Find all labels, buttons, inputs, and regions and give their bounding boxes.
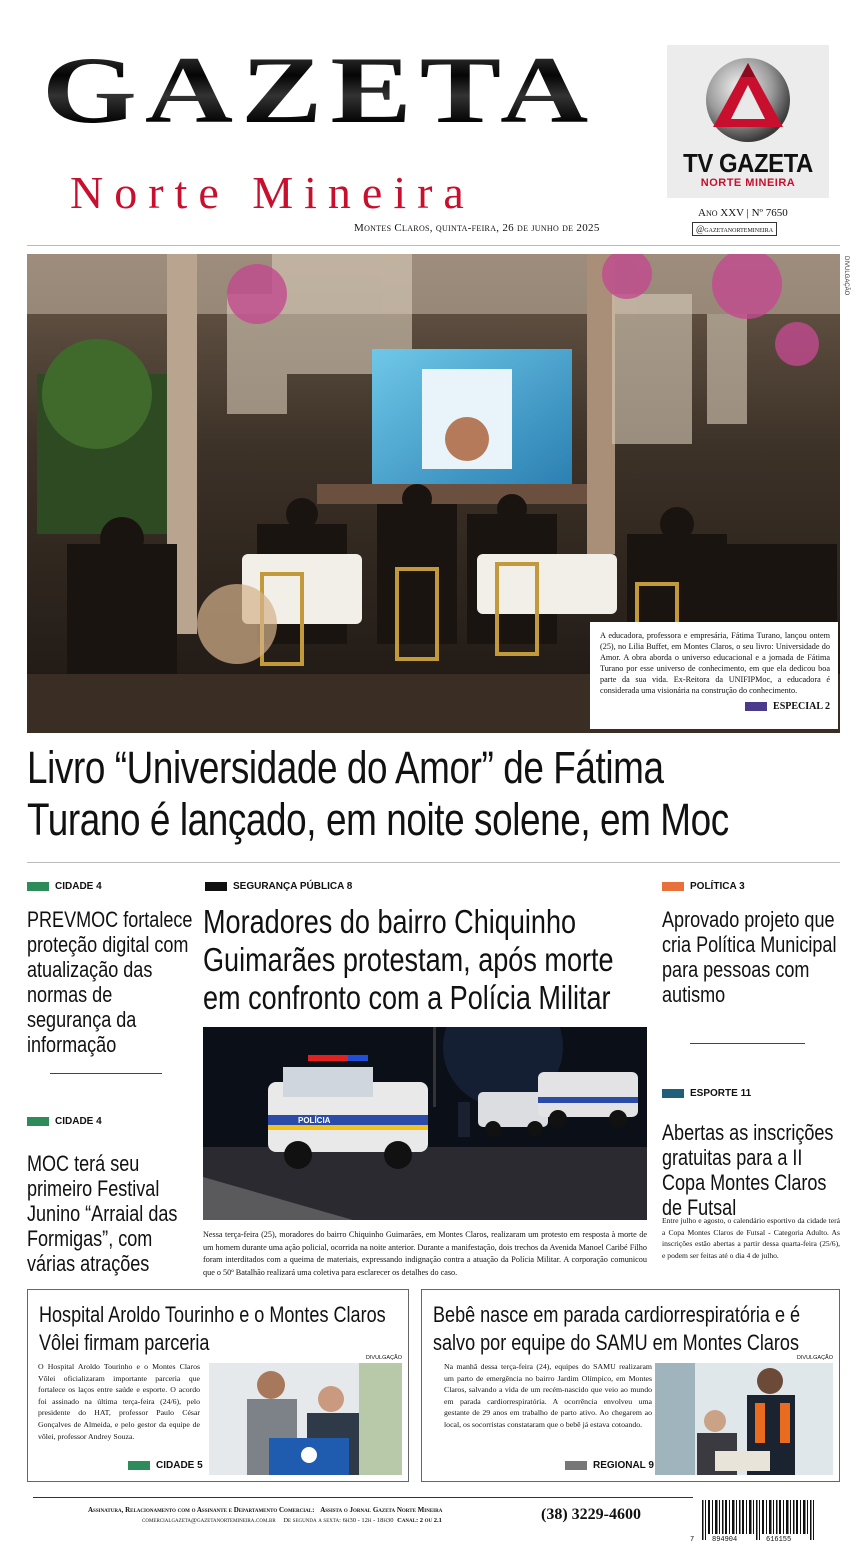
footer-subscription-label	[88, 1506, 442, 1514]
story-separator	[690, 1043, 805, 1044]
section-divider	[27, 862, 840, 863]
section-color-swatch	[662, 1089, 684, 1098]
main-headline-line1: Livro “Universidade do Amor” de Fátima	[27, 742, 664, 793]
box-left-tag-label: CIDADE 5	[156, 1460, 203, 1471]
left-story2-headline[interactable]: MOC terá seu primeiro Festival Junino “Arraial das Formigas”, com várias atrações	[27, 1151, 178, 1276]
right-story2-tag-label: ESPORTE 11	[690, 1088, 752, 1099]
barcode-digit-c: 616155	[766, 1536, 792, 1544]
samu-photo	[655, 1363, 833, 1475]
photo-credit: DIVULGAÇÃO	[843, 256, 849, 296]
hospital-photo	[209, 1363, 402, 1475]
box-left-headline: Hospital Aroldo Tourinho e o Montes Claros Vôlei firmam parceria	[39, 1302, 386, 1355]
handshake-photo	[209, 1363, 402, 1475]
footer-hours: De segunda a sexta: 6h30 - 12h - 18h30	[283, 1517, 394, 1524]
center-story-headline[interactable]: Moradores do bairro Chiquinho Guimarães protestam, após morte em confronto com a Polícia Militar	[203, 903, 614, 1016]
box-right-body: Na manhã dessa terça-feira (24), equipes do SAMU realizaram um parto de emergência no bairro Jardim Olímpico, em Montes Claros, salvando a vida de um recém-nascido que veio ao mundo em parada cardiorrespiratória. A ocorrência envolveu uma gestante de 29 anos em trabalho de parto ativo. Ao chegarem ao local, os socorristas constataram que o bebê já estava cotoando.	[444, 1362, 652, 1429]
tv-gazeta-logo	[667, 45, 829, 198]
footer-contact-line	[142, 1517, 442, 1524]
samu-team-photo	[655, 1363, 833, 1475]
footer-email[interactable]: comercialgazeta@gazetanortemineira.com.br	[142, 1517, 276, 1524]
center-story-tag[interactable]	[205, 881, 352, 892]
section-color-swatch	[27, 882, 49, 891]
edition-number: Ano XXV | Nº 7650	[698, 207, 788, 219]
center-story-tag-label: SEGURANÇA PÚBLICA 8	[233, 881, 353, 892]
left-story1-headline[interactable]: PREVMOC fortalece proteção digital com atualização das normas de segurança da informação	[27, 907, 193, 1057]
right-story2-body: Entre julho e agosto, o calendário esportivo da cidade terá a Copa Montes Claros de Futsal - Categoria Adulto. As inscrições estão abertas a partir dessa quarta-feira (25/6), e podem ser feitas até o dia 4 de julho.	[662, 1216, 840, 1260]
masthead-divider	[27, 245, 840, 246]
police-scene	[203, 1027, 647, 1220]
story-separator	[50, 1073, 162, 1074]
masthead-subtitle: Norte Mineira	[70, 167, 475, 218]
hero-section-tag[interactable]	[600, 701, 830, 712]
center-story-body: Nessa terça-feira (25), moradores do bairro Chiquinho Guimarães, em Montes Claros, realizaram um protesto em resposta à morte de um homem durante uma ação policial, ocorrida na noite anterior. Durante a manifestação, dois trechos da Avenida Manoel Caribé Filho foram interditados com a queima de materiais, expressando indignação contra a atuação da Polícia Militar. A corporação comunicou que o 50º Batalhão realizará uma coletiva para esclarecer os detalhes do caso.	[203, 1230, 647, 1277]
main-headline[interactable]	[27, 742, 847, 846]
footer-line1: Assinatura, Relacionamento com o Assinante e Departamento Comercial:	[88, 1506, 315, 1514]
left-story1-tag[interactable]	[27, 881, 102, 892]
section-color-swatch	[128, 1461, 150, 1470]
right-story1-headline[interactable]: Aprovado projeto que cria Política Municipal para pessoas com autismo	[662, 907, 837, 1007]
left-story1-tag-label: CIDADE 4	[55, 881, 102, 892]
box-right-tag-label: REGIONAL 9	[593, 1460, 654, 1471]
right-story2-headline[interactable]: Abertas as inscrições gratuitas para a II Copa Montes Claros de Futsal	[662, 1120, 834, 1220]
story-box-hospital[interactable]	[27, 1289, 409, 1482]
tv-gazeta-name: TV GAZETA	[683, 148, 813, 178]
box-right-credit: DIVULGAÇÃO	[796, 1355, 833, 1361]
box-right-headline: Bebê nasce em parada cardiorrespiratória e é salvo por equipe do SAMU em Montes Claros	[433, 1302, 801, 1355]
tv-gazeta-emblem-icon	[703, 55, 793, 145]
hero-caption-box	[590, 622, 838, 729]
box-left-body: O Hospital Aroldo Tourinho e o Montes Claros Vôlei oficializaram importante parceria que fortalece os laços entre saúde e esporte. O acordo foi assinado na última terça-feira (24/6), pelo presidente do HAT, professor Paulo César Gonçalves de Almeida, e pelo gestor da equipe de vôlei, professor Andrey Souza.	[38, 1362, 200, 1441]
police-car-label: POLÍCIA	[298, 1116, 331, 1125]
social-handle[interactable]: @gazetanortemineira	[692, 222, 777, 236]
barcode-digit-a: 7	[690, 1536, 695, 1544]
right-story2-tag[interactable]	[662, 1088, 751, 1099]
hero-caption: A educadora, professora e empresária, Fátima Turano, lançou ontem (25), no Lilia Buffet, em Montes Claros, o seu livro: Universidade do Amor. A obra aborda o universo educacional e a jornada de Fátima Turano por esse universo de conhecimento, em que ela dedicou boa parte da sua vida. Ex-Reitora da UNIFIPMoc, a educadora é considerada uma visionária na construção do conhecimento.	[600, 631, 830, 695]
section-color-swatch	[745, 702, 767, 711]
left-story2-tag[interactable]	[27, 1116, 102, 1127]
box-left-credit: DIVULGAÇÃO	[365, 1355, 402, 1361]
police-photo	[203, 1027, 647, 1220]
dateline: Montes Claros, quinta-feira, 26 de junho de 2025	[354, 222, 600, 234]
barcode	[690, 1500, 830, 1556]
right-story1-tag[interactable]	[662, 881, 745, 892]
section-color-swatch	[662, 882, 684, 891]
masthead-title: GAZETA	[42, 40, 612, 141]
footer-line1b: Assista o Jornal Gazeta Norte Mineira	[320, 1506, 443, 1514]
left-story2-tag-label: CIDADE 4	[55, 1116, 102, 1127]
story-box-samu[interactable]	[421, 1289, 840, 1482]
section-color-swatch	[205, 882, 227, 891]
footer-channel: Canal: 2 ou 2.1	[397, 1517, 442, 1524]
footer-phone[interactable]: (38) 3229-4600	[541, 1506, 641, 1523]
barcode-bars-icon	[690, 1500, 830, 1540]
box-left-tag[interactable]	[128, 1460, 203, 1471]
section-color-swatch	[565, 1461, 587, 1470]
main-headline-line2: Turano é lançado, em noite solene, em Moc	[27, 794, 729, 845]
barcode-digit-b: 894904	[712, 1536, 738, 1544]
hero-tag-label: ESPECIAL 2	[773, 701, 830, 712]
tv-gazeta-subtitle: NORTE MINEIRA	[700, 177, 796, 189]
section-color-swatch	[27, 1117, 49, 1126]
right-story1-tag-label: POLÍTICA 3	[690, 881, 745, 892]
box-right-tag[interactable]	[565, 1460, 654, 1471]
footer-divider	[33, 1497, 693, 1498]
